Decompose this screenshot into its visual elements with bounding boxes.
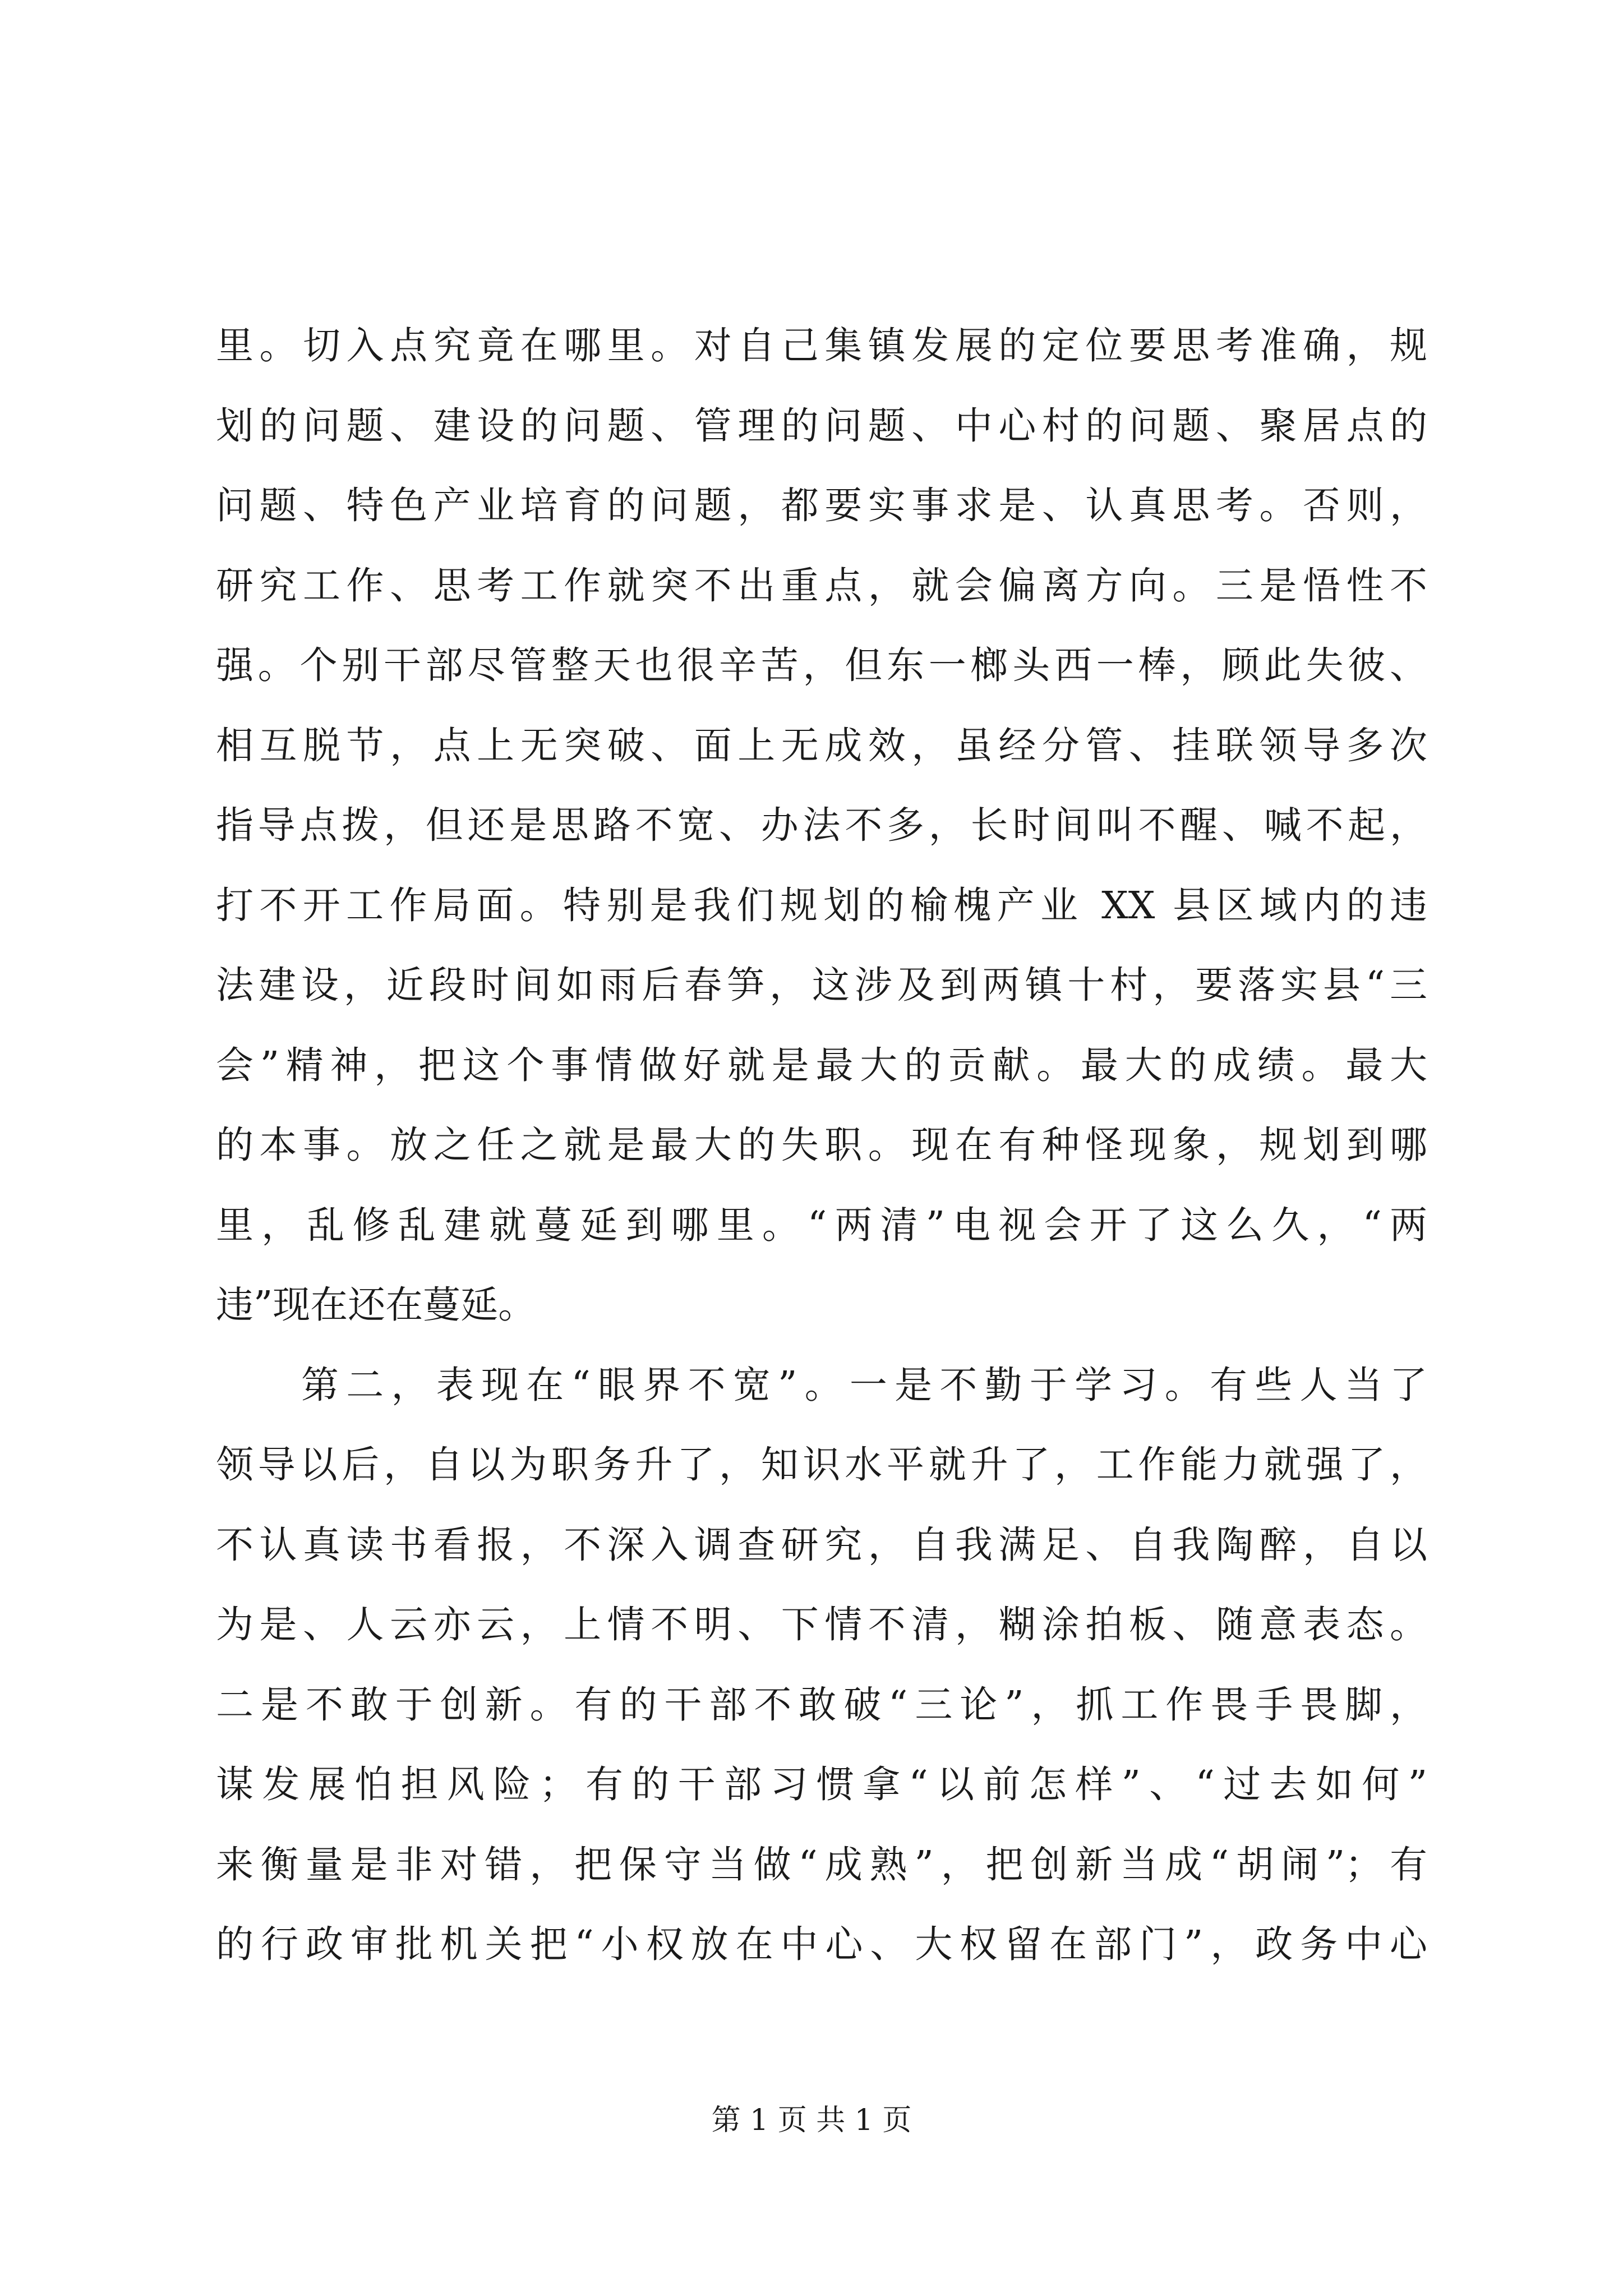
text-line: 会”精神，把这个事情做好就是最大的贡献。最大的成绩。最大 <box>216 1043 1427 1087</box>
text-line: 谋发展怕担风险；有的干部习惯拿“以前怎样”、“过去如何” <box>216 1763 1427 1806</box>
text-line: 法建设，近段时间如雨后春笋，这涉及到两镇十村，要落实县“三 <box>216 963 1427 1007</box>
text-line: 里。切入点究竟在哪里。对自己集镇发展的定位要思考准确，规 <box>216 324 1427 367</box>
text-line: 的行政审批机关把“小权放在中心、大权留在部门”，政务中心 <box>216 1922 1427 1966</box>
text-line: 为是、人云亦云，上情不明、下情不清，糊涂拍板、随意表态。 <box>216 1603 1427 1646</box>
text-line: 强。个别干部尽管整天也很辛苦，但东一榔头西一棒，顾此失彼、 <box>216 643 1427 687</box>
text-line: 打不开工作局面。特别是我们规划的榆槐产业 XX 县区域内的违 <box>216 883 1427 927</box>
page-footer <box>0 2101 1623 2140</box>
text-line: 的本事。放之任之就是最大的失职。现在有种怪现象，规划到哪 <box>216 1123 1427 1167</box>
body-text <box>216 306 1427 1985</box>
text-line: 问题、特色产业培育的问题，都要实事求是、认真思考。否则， <box>216 484 1427 527</box>
text-line: 相互脱节，点上无突破、面上无成效，虽经分管、挂联领导多次 <box>216 723 1427 767</box>
text-line: 二是不敢于创新。有的干部不敢破“三论”，抓工作畏手畏脚， <box>216 1682 1427 1727</box>
text-line: 不认真读书看报，不深入调查研究，自我满足、自我陶醉，自以 <box>216 1522 1427 1567</box>
text-line: 划的问题、建设的问题、管理的问题、中心村的问题、聚居点的 <box>216 403 1427 448</box>
text-line: 里，乱修乱建就蔓延到哪里。“两清”电视会开了这么久，“两 <box>216 1203 1427 1247</box>
paragraph-end-line: 违”现在还在蔓延。 <box>216 1283 536 1327</box>
text-line: 研究工作、思考工作就突不出重点，就会偏离方向。三是悟性不 <box>216 563 1427 608</box>
page-number-label: 第 1 页 共 1 页 <box>711 2104 912 2137</box>
text-line: 来衡量是非对错，把保守当做“成熟”，把创新当成“胡闹”；有 <box>216 1842 1427 1887</box>
paragraph-first-line: 第二，表现在“眼界不宽”。一是不勤于学习。有些人当了 <box>301 1363 1427 1407</box>
text-line: 领导以后，自以为职务升了，知识水平就升了，工作能力就强了， <box>216 1443 1427 1487</box>
text-line: 指导点拨，但还是思路不宽、办法不多，长时间叫不醒、喊不起， <box>216 803 1427 847</box>
